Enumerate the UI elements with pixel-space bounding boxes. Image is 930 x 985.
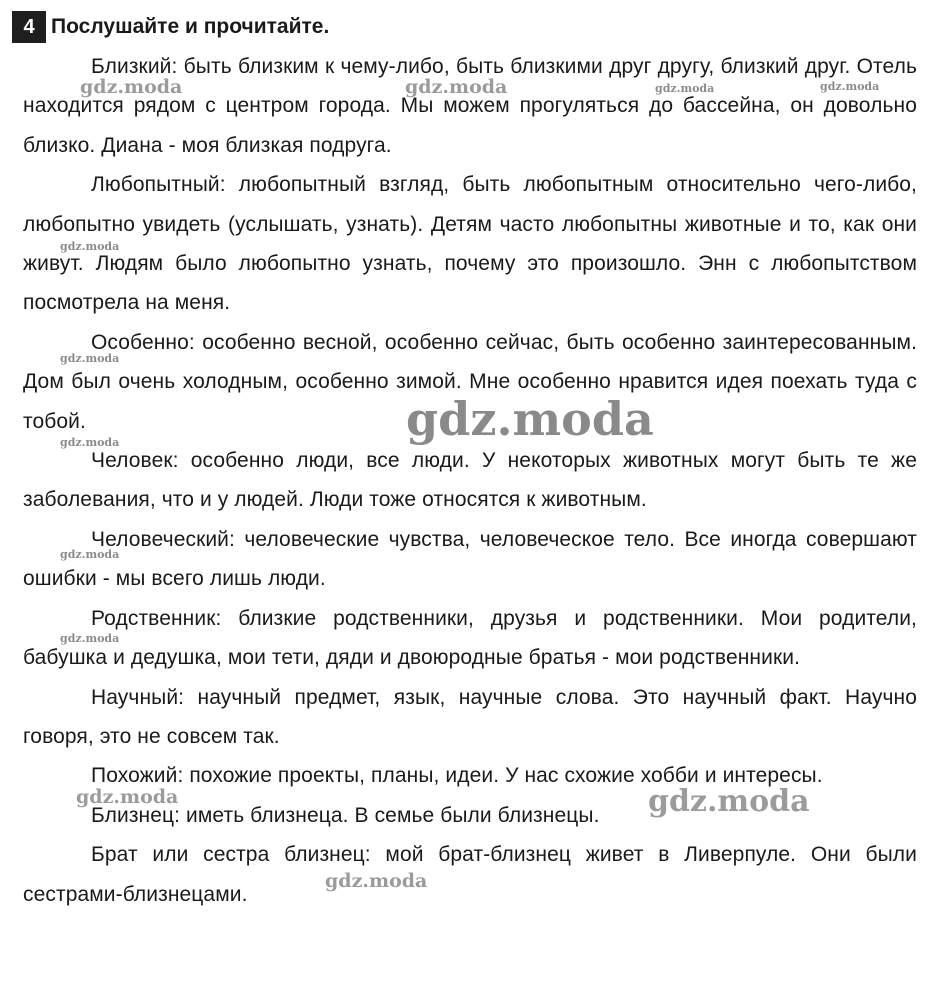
watermark: gdz.moda [60, 548, 120, 561]
watermark: gdz.moda [60, 352, 120, 365]
paragraph-chelovek: Человек: особенно люди, все люди. У некоторых животных могут быть те же заболевания, что и у людей. Люди тоже относятся к животным. [23, 449, 917, 512]
watermark: gdz.moda [325, 870, 428, 892]
watermark: gdz.moda [406, 392, 654, 446]
watermark: gdz.moda [820, 80, 880, 93]
watermark: gdz.moda [60, 240, 120, 253]
watermark: gdz.moda [60, 632, 120, 645]
paragraph-rodstvennik: Родственник: близкие родственники, друзья и родственники. Мои родители, бабушка и дедушка, мои тети, дяди и двоюродные братья - мои родственники. [23, 606, 917, 670]
watermark: gdz.moda [648, 784, 810, 819]
paragraph-brat-ili-sestra: Брат или сестра близнец: мой брат-близнец живет в Ливерпуле. Они были сестрами-близнецами. [23, 843, 917, 906]
paragraph-nauchnyy: Научный: научный предмет, язык, научные слова. Это научный факт. Научно говоря, это не совсем так. [23, 685, 917, 748]
exercise-title: Послушайте и прочитайте. [51, 15, 330, 38]
watermark: gdz.moda [60, 436, 120, 449]
paragraph-lyubopytnyy: Любопытный: любопытный взгляд, быть любопытным относительно чего-либо, любопытно увидеть (услышать, узнать). Детям часто любопытны животные и то, как они живут. Людям было любопытно узнать, почему это произошло. Энн с любопытством посмотрела на меня. [23, 173, 917, 315]
watermark: gdz.moda [405, 76, 508, 98]
exercise-header [12, 10, 329, 44]
watermark: gdz.moda [655, 82, 715, 95]
paragraph-osobenno: Особенно: особенно весной, особенно сейчас, быть особенно заинтересованным. Дом был очень холодным, особенно зимой. Мне особенно нравится идея поехать туда с тобой. [23, 330, 917, 433]
paragraph-blizkiy: Близкий: быть близким к чему-либо, быть близкими друг другу, близкий друг. Отель находится рядом с центром города. Мы можем прогуляться до бассейна, он довольно близко. Диана - моя близкая подруга. [23, 55, 917, 157]
watermark: gdz.moda [76, 786, 179, 808]
exercise-body [23, 47, 917, 914]
watermark: gdz.moda [80, 76, 183, 98]
exercise-number-badge: 4 [12, 11, 46, 43]
paragraph-chelovecheskiy: Человеческий: человеческие чувства, человеческое тело. Все иногда совершают ошибки - мы всего лишь люди. [23, 527, 917, 591]
paragraph-pokhozhiy: Похожий: похожие проекты, планы, идеи. У нас схожие хобби и интересы. [91, 764, 823, 788]
paragraph-bliznets: Близнец: иметь близнеца. В семье были близнецы. [91, 803, 600, 827]
